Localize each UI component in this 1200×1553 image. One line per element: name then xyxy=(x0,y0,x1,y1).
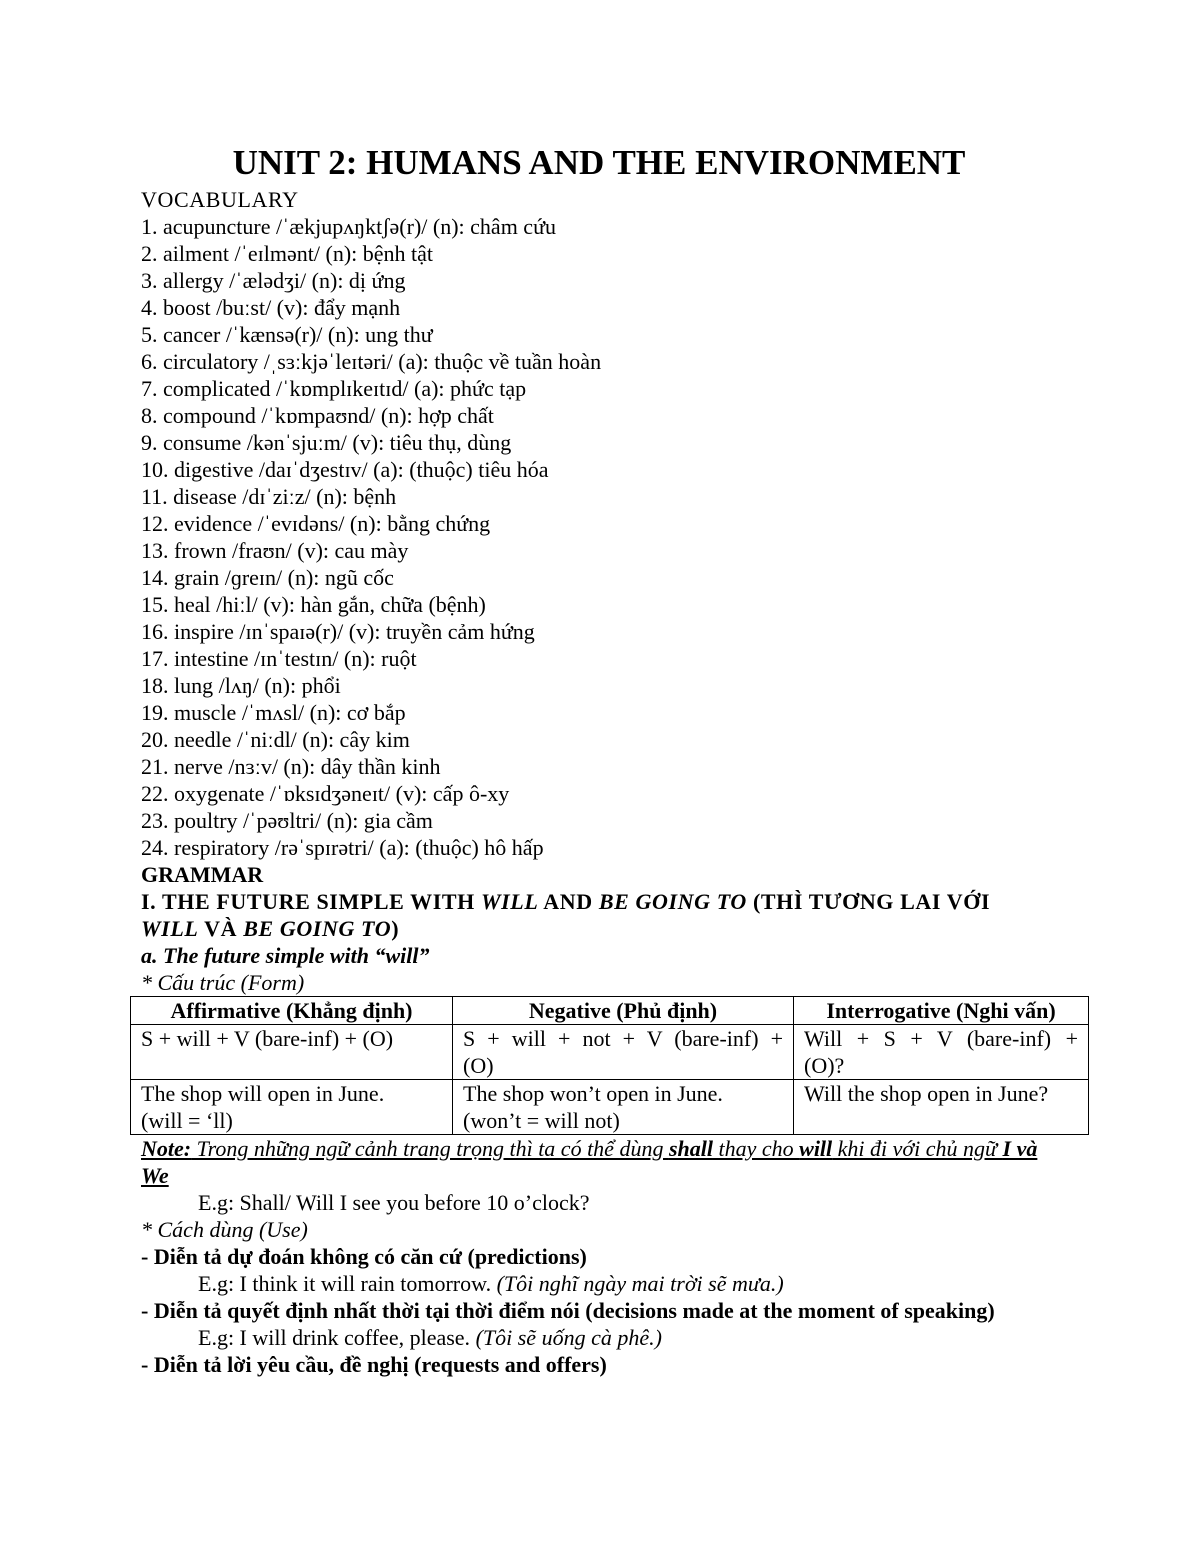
vocabulary-item: 19. muscle /ˈmʌsl/ (n): cơ bắp xyxy=(141,700,406,725)
note-text: Trong những ngữ cảnh trang trọng thì ta có thể dùng xyxy=(191,1136,669,1161)
subsection-a-heading: a. The future simple with “will” xyxy=(141,943,430,968)
example-shall: E.g: Shall/ Will I see you before 10 o’clock? xyxy=(198,1190,590,1215)
table-row xyxy=(131,1080,1089,1135)
cell-negative-example xyxy=(453,1080,794,1135)
section-1-be-going-to: BE GOING TO xyxy=(243,916,392,941)
vocabulary-item: 18. lung /lʌŋ/ (n): phổi xyxy=(141,673,341,698)
vocabulary-item: 15. heal /hiːl/ (v): hàn gắn, chữa (bệnh) xyxy=(141,592,486,617)
note-subjects: I và We xyxy=(141,1136,1038,1188)
section-1-will: WILL xyxy=(141,916,199,941)
example-translation: (Tôi sẽ uống cà phê.) xyxy=(475,1325,662,1350)
note-text: khi đi với chủ ngữ xyxy=(832,1136,1003,1161)
section-1-heading-line-2 xyxy=(141,915,1061,942)
vocabulary-item: 11. disease /dɪˈziːz/ (n): bệnh xyxy=(141,484,397,509)
section-1-will: WILL xyxy=(480,889,539,914)
section-1-text: AND xyxy=(538,889,599,914)
note-shall: shall xyxy=(668,1136,713,1161)
vocabulary-item: 8. compound /ˈkɒmpaʊnd/ (n): hợp chất xyxy=(141,403,494,428)
cell-text: S + will + not + V (bare-inf) + xyxy=(463,1026,783,1051)
future-simple-form-table xyxy=(130,996,1089,1135)
cell-text: (will = ‘ll) xyxy=(141,1108,233,1133)
use-requests-offers: - Diễn tả lời yêu cầu, đề nghị (requests and offers) xyxy=(141,1352,607,1377)
form-label: * Cấu trúc (Form) xyxy=(141,970,305,995)
vocabulary-item: 4. boost /buːst/ (v): đẩy mạnh xyxy=(141,295,401,320)
header-negative: Negative (Phủ định) xyxy=(453,997,794,1025)
note-paragraph xyxy=(141,1135,1061,1189)
cell-text: The shop will open in June. xyxy=(141,1081,385,1106)
use-decisions: - Diễn tả quyết định nhất thời tại thời điểm nói (decisions made at the moment of speaking) xyxy=(141,1298,995,1323)
vocabulary-item: 14. grain /ɡreɪn/ (n): ngũ cốc xyxy=(141,565,394,590)
cell-negative-form xyxy=(453,1025,794,1080)
example-text: E.g: I think it will rain tomorrow. xyxy=(198,1271,497,1296)
cell-text: (won’t = will not) xyxy=(463,1108,620,1133)
section-1-text: ) xyxy=(391,916,400,941)
cell-affirmative-form: S + will + V (bare-inf) + (O) xyxy=(131,1025,453,1080)
table-header-row xyxy=(131,997,1089,1025)
grammar-heading: GRAMMAR xyxy=(141,862,264,887)
use-label: * Cách dùng (Use) xyxy=(141,1217,308,1242)
vocabulary-item: 10. digestive /daɪˈdʒestɪv/ (a): (thuộc) tiêu hóa xyxy=(141,457,549,482)
cell-interrogative-form xyxy=(794,1025,1089,1080)
vocabulary-item: 3. allergy /ˈælədʒi/ (n): dị ứng xyxy=(141,268,406,293)
section-1-be-going-to: BE GOING TO xyxy=(598,889,747,914)
vocabulary-item: 5. cancer /ˈkænsə(r)/ (n): ung thư xyxy=(141,322,433,347)
example-text: E.g: I will drink coffee, please. xyxy=(198,1325,476,1350)
cell-text: Will + S + V (bare-inf) + xyxy=(804,1026,1078,1051)
header-affirmative: Affirmative (Khẳng định) xyxy=(131,997,453,1025)
note-text: thay cho xyxy=(712,1136,800,1161)
vocabulary-item: 6. circulatory /ˌsɜːkjəˈleɪtəri/ (a): thuộc về tuần hoàn xyxy=(141,349,602,374)
vocabulary-item: 22. oxygenate /ˈɒksɪdʒəneɪt/ (v): cấp ô-xy xyxy=(141,781,510,806)
cell-text: The shop won’t open in June. xyxy=(463,1081,723,1106)
example-predictions xyxy=(141,1270,1061,1297)
vocabulary-item: 23. poultry /ˈpəʊltri/ (n): gia cầm xyxy=(141,808,433,833)
section-1-text: I. THE FUTURE SIMPLE WITH xyxy=(141,889,481,914)
vocabulary-list xyxy=(141,213,1061,861)
vocabulary-item: 12. evidence /ˈevɪdəns/ (n): bằng chứng xyxy=(141,511,491,536)
vocabulary-item: 13. frown /fraʊn/ (v): cau mày xyxy=(141,538,409,563)
cell-text: (O)? xyxy=(804,1053,845,1078)
header-interrogative: Interrogative (Nghi vấn) xyxy=(794,997,1089,1025)
vocabulary-item: 7. complicated /ˈkɒmplɪkeɪtɪd/ (a): phức tạp xyxy=(141,376,527,401)
section-1-heading-line-1 xyxy=(141,888,1061,915)
note-will: will xyxy=(799,1136,833,1161)
use-predictions: - Diễn tả dự đoán không có căn cứ (predictions) xyxy=(141,1244,587,1269)
cell-affirmative-example xyxy=(131,1080,453,1135)
table-row xyxy=(131,1025,1089,1080)
note-label: Note: xyxy=(141,1136,192,1161)
example-translation: (Tôi nghĩ ngày mai trời sẽ mưa.) xyxy=(496,1271,784,1296)
vocabulary-item: 24. respiratory /rəˈspɪrətri/ (a): (thuộc) hô hấp xyxy=(141,835,544,860)
example-decisions xyxy=(141,1324,1061,1351)
vocabulary-item: 2. ailment /ˈeɪlmənt/ (n): bệnh tật xyxy=(141,241,434,266)
cell-interrogative-example: Will the shop open in June? xyxy=(794,1080,1089,1135)
vocabulary-item: 21. nerve /nɜːv/ (n): dây thần kinh xyxy=(141,754,441,779)
vocabulary-item: 16. inspire /ɪnˈspaɪə(r)/ (v): truyền cảm hứng xyxy=(141,619,535,644)
section-1-text: VÀ xyxy=(198,916,244,941)
cell-text: (O) xyxy=(463,1053,494,1078)
vocabulary-heading: VOCABULARY xyxy=(141,187,299,212)
vocabulary-item: 17. intestine /ɪnˈtestɪn/ (n): ruột xyxy=(141,646,417,671)
page-title: UNIT 2: HUMANS AND THE ENVIRONMENT xyxy=(232,143,966,182)
vocabulary-item: 20. needle /ˈniːdl/ (n): cây kim xyxy=(141,727,410,752)
section-1-text: (THÌ TƯƠNG LAI VỚI xyxy=(746,889,991,914)
vocabulary-item: 1. acupuncture /ˈækjupʌŋktʃə(r)/ (n): châm cứu xyxy=(141,214,556,239)
document-body xyxy=(141,140,1078,1378)
vocabulary-item: 9. consume /kənˈsjuːm/ (v): tiêu thụ, dùng xyxy=(141,430,512,455)
